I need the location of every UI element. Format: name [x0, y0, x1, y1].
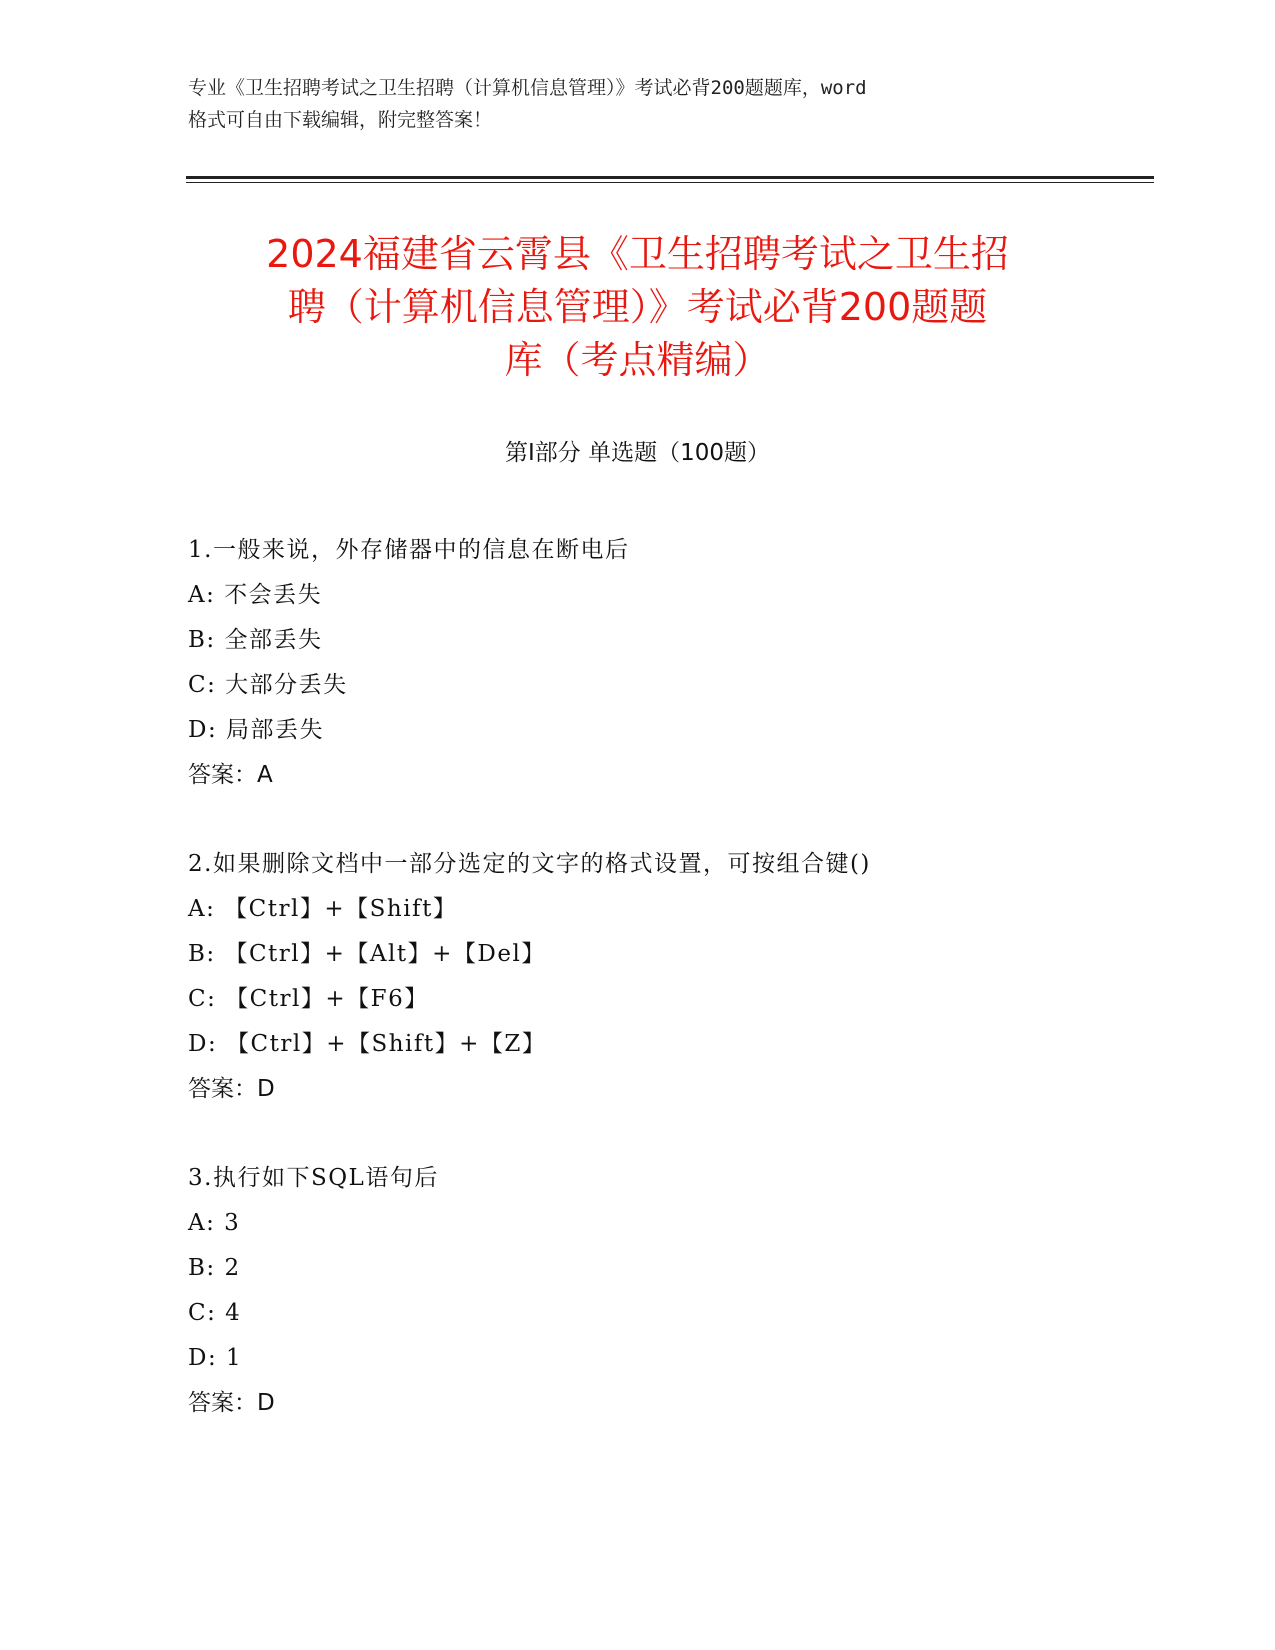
header-note-line-2: 格式可自由下载编辑，附完整答案！: [188, 109, 493, 131]
option-b: B: 【Ctrl】+【Alt】+【Del】: [188, 941, 546, 967]
document-title-line-3: 库（考点精编）: [504, 338, 771, 382]
option-a: A: 【Ctrl】+【Shift】: [188, 896, 458, 922]
header-note-line-1: 专业《卫生招聘考试之卫生招聘（计算机信息管理）》考试必背200题题库，word: [188, 77, 867, 99]
document-title-line-1: 2024福建省云霄县《卫生招聘考试之卫生招: [266, 232, 1009, 276]
option-d: D: 1: [188, 1345, 243, 1371]
section-heading: 第Ⅰ部分 单选题（100题）: [505, 440, 770, 466]
option-b: B: 全部丢失: [188, 627, 323, 653]
header-divider-thick: [186, 176, 1154, 179]
question-2: [188, 842, 1138, 1112]
question-3: [188, 1156, 1138, 1426]
question-stem: 3.执行如下SQL语句后: [188, 1165, 439, 1191]
answer-line: 答案：D: [188, 1076, 275, 1102]
option-c: C: 【Ctrl】+【F6】: [188, 986, 429, 1012]
answer-line: 答案：A: [188, 762, 273, 788]
answer-line: 答案：D: [188, 1390, 275, 1416]
document-title-line-2: 聘（计算机信息管理）》考试必背200题题: [287, 285, 988, 329]
question-stem: 2.如果删除文档中一部分选定的文字的格式设置，可按组合键(): [188, 851, 871, 877]
question-1: [188, 528, 1138, 798]
header-note: [188, 72, 1088, 136]
header-divider-thin: [186, 182, 1154, 183]
document-title: [150, 228, 1125, 387]
option-c: C: 大部分丢失: [188, 672, 348, 698]
option-c: C: 4: [188, 1300, 242, 1326]
option-b: B: 2: [188, 1255, 241, 1281]
question-stem: 1.一般来说，外存储器中的信息在断电后: [188, 537, 630, 563]
option-d: D: 局部丢失: [188, 717, 325, 743]
option-a: A: 不会丢失: [188, 582, 323, 608]
question-list: [188, 528, 1138, 1470]
option-a: A: 3: [188, 1210, 241, 1236]
option-d: D: 【Ctrl】+【Shift】+【Z】: [188, 1031, 547, 1057]
